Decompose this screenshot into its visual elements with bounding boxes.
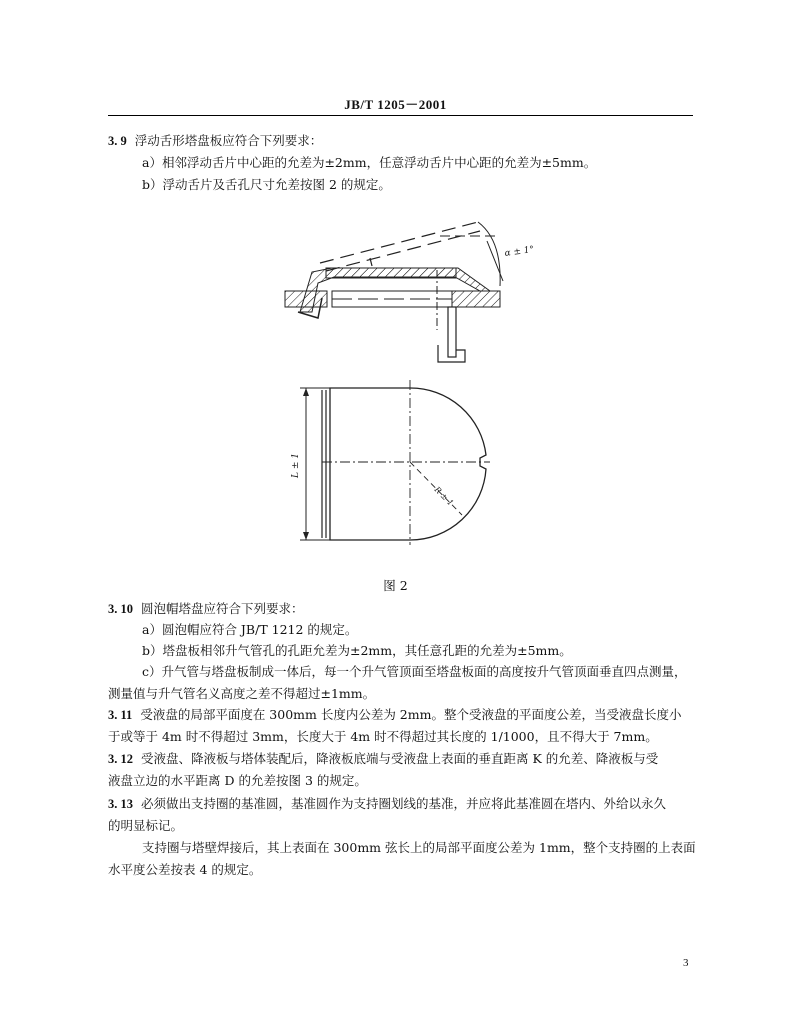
section-text: 必须做出支持圈的基准圆，基准圆作为支持圈划线的基准，并应将此基准圆在塔内、外给以永久 <box>141 796 667 811</box>
tongue-section-view <box>285 222 535 362</box>
section-number: 3. 9 <box>108 134 127 148</box>
tongue-plan-view <box>291 380 490 545</box>
section-number: 3. 13 <box>108 797 133 811</box>
angle-label: α ± 1° <box>504 244 535 259</box>
section-3-10-item-a: a）圆泡帽应符合 JB/T 1212 的规定。 <box>142 622 358 637</box>
section-title-text: 浮动舌形塔盘板应符合下列要求： <box>134 133 323 148</box>
support-ring-para-line1: 支持圈与塔壁焊接后，其上表面在 300mm 弦长上的局部平面度公差为 1mm，整个支持圈的上表面 <box>142 840 696 855</box>
section-title-text: 圆泡帽塔盘应符合下列要求： <box>141 601 304 616</box>
section-3-10-title <box>108 601 304 617</box>
radius-label: R ± 1 <box>432 485 456 508</box>
section-3-11-line1 <box>108 707 681 723</box>
section-3-10-item-c-line2: 测量值与升气管名义高度之差不得超过±1mm。 <box>108 686 376 701</box>
section-3-12-line1 <box>108 751 658 767</box>
standard-header: JB/T 1205－2001 <box>344 97 447 112</box>
section-3-11-line2: 于或等于 4m 时不得超过 3mm，长度大于 4m 时不得超过其长度的 1/1000，且不得大于 7mm。 <box>108 729 658 744</box>
page-number: 3 <box>683 957 689 969</box>
section-text: 受液盘的局部平面度在 300mm 长度内公差为 2mm。整个受液盘的平面度公差，当受液盘长度小 <box>140 707 682 722</box>
support-ring-para-line2: 水平度公差按表 4 的规定。 <box>108 862 262 877</box>
section-3-13-line2: 的明显标记。 <box>108 818 184 833</box>
section-number: 3. 11 <box>108 708 133 722</box>
section-3-10-item-b: b）塔盘板相邻升气管孔的孔距允差为±2mm，其任意孔距的允差为±5mm。 <box>142 643 572 658</box>
length-dim-label: L ± 1 <box>291 453 301 478</box>
figure-caption: 图 2 <box>383 578 408 593</box>
section-3-9-item-b: b）浮动舌片及舌孔尺寸允差按图 2 的规定。 <box>142 177 391 192</box>
section-3-9-item-a: a）相邻浮动舌片中心距的允差为±2mm，任意浮动舌片中心距的允差为±5mm。 <box>142 155 597 170</box>
section-number: 3. 12 <box>108 752 133 766</box>
section-3-10-item-c-line1: c）升气管与塔盘板制成一体后，每一个升气管顶面至塔盘板面的高度按升气管顶面垂直四点测量， <box>142 664 687 679</box>
section-text: 受液盘、降液板与塔体装配后，降液板底端与受液盘上表面的垂直距离 K 的允差、降液板与受 <box>141 751 659 766</box>
section-3-12-line2: 液盘立边的水平距离 D 的允差按图 3 的规定。 <box>108 773 367 788</box>
section-3-13-line1 <box>108 796 666 812</box>
section-number: 3. 10 <box>108 602 133 616</box>
